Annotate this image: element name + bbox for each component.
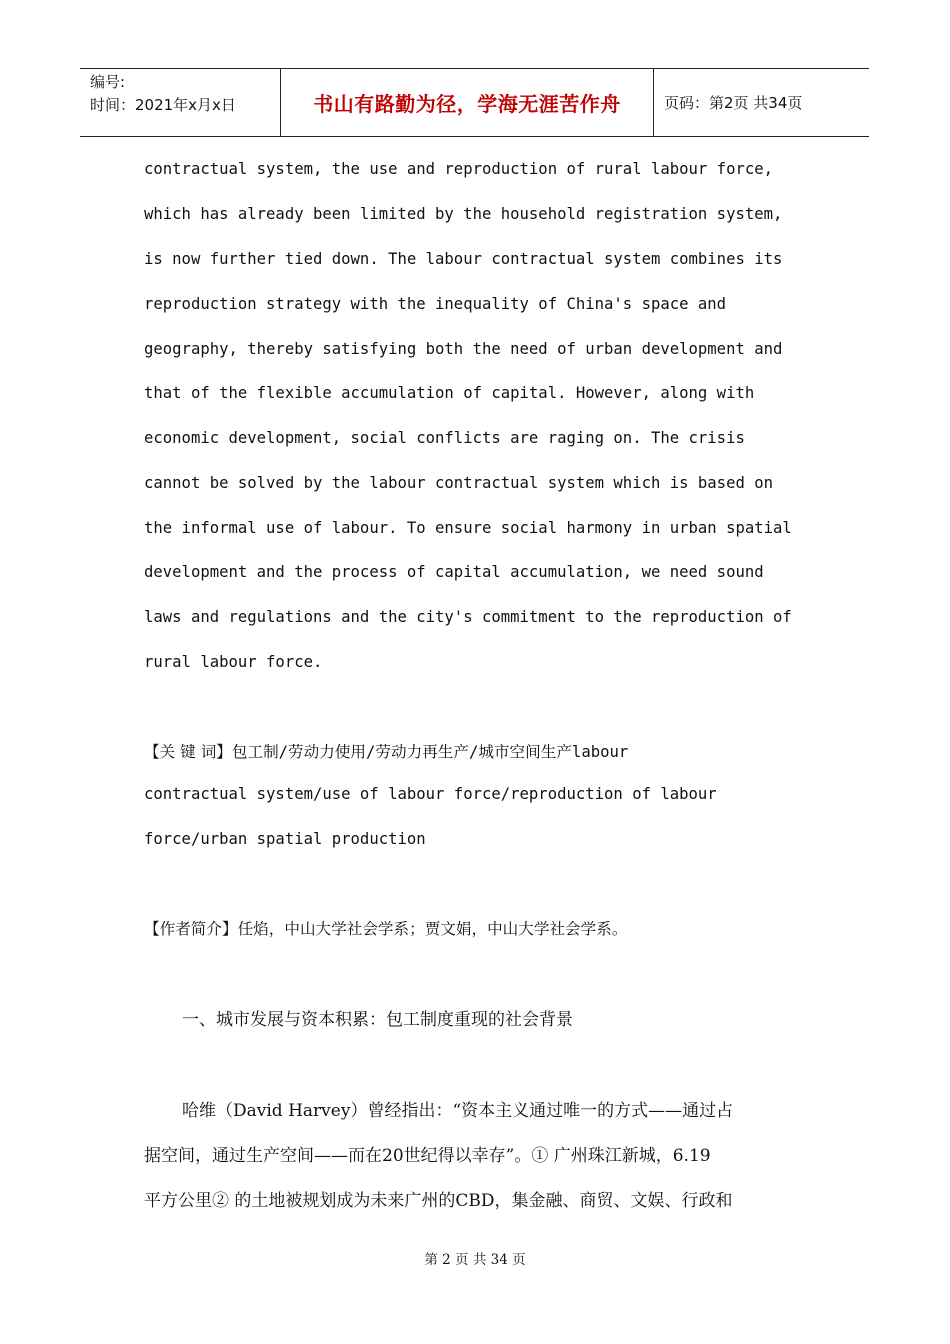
abstract-line: geography, thereby satisfying both the need of urban development and [144,340,783,358]
abstract-line: contractual system, the use and reproduction of rural labour force, [144,160,774,178]
abstract-line: which has already been limited by the household registration system, [144,205,783,223]
keywords-label: 【关 键 词】 [144,743,232,761]
keywords-line: contractual system/use of labour force/reproduction of labour [144,785,717,803]
time-label: 时间：2021年x月x日 [90,96,236,114]
paragraph-line: 据空间，通过生产空间——而在20世纪得以幸存”。① 广州珠江新城，6.19 [144,1146,711,1166]
abstract-line: the informal use of labour. To ensure social harmony in urban spatial [144,519,792,537]
paragraph-line: 哈维（David Harvey）曾经指出：“资本主义通过唯一的方式——通过占 [182,1101,734,1121]
section-title: 一、城市发展与资本积累：包工制度重现的社会背景 [182,1010,573,1030]
abstract-line: rural labour force. [144,653,323,671]
header-page-info: 页码：第2页 共34页 [664,94,803,112]
author-text: 任焰，中山大学社会学系；贾文娟，中山大学社会学系。 [237,920,628,938]
abstract-line: economic development, social conflicts are raging on. The crisis [144,429,745,447]
abstract-line: laws and regulations and the city's commitment to the reproduction of [144,608,792,626]
author-label: 【作者简介】 [144,920,238,938]
author-line [144,917,627,939]
header-motto: 书山有路勤为径，学海无涯苦作舟 [281,69,654,136]
page-header [80,68,869,137]
serial-label: 编号: [90,73,126,91]
keywords-line [144,740,628,762]
page-footer: 第 2 页 共 34 页 [424,1252,526,1268]
abstract-line: cannot be solved by the labour contractual system which is based on [144,474,774,492]
abstract-line: is now further tied down. The labour contractual system combines its [144,250,783,268]
paragraph-line: 平方公里② 的土地被规划成为未来广州的CBD，集金融、商贸、文娱、行政和 [144,1191,733,1211]
abstract-line: that of the flexible accumulation of capital. However, along with [144,384,755,402]
abstract-line: development and the process of capital accumulation, we need sound [144,563,764,581]
header-meta [80,69,281,136]
keywords-text: 包工制/劳动力使用/劳动力再生产/城市空间生产labour [231,743,629,761]
keywords-line: force/urban spatial production [144,830,426,848]
abstract-line: reproduction strategy with the inequality of China's space and [144,295,727,313]
